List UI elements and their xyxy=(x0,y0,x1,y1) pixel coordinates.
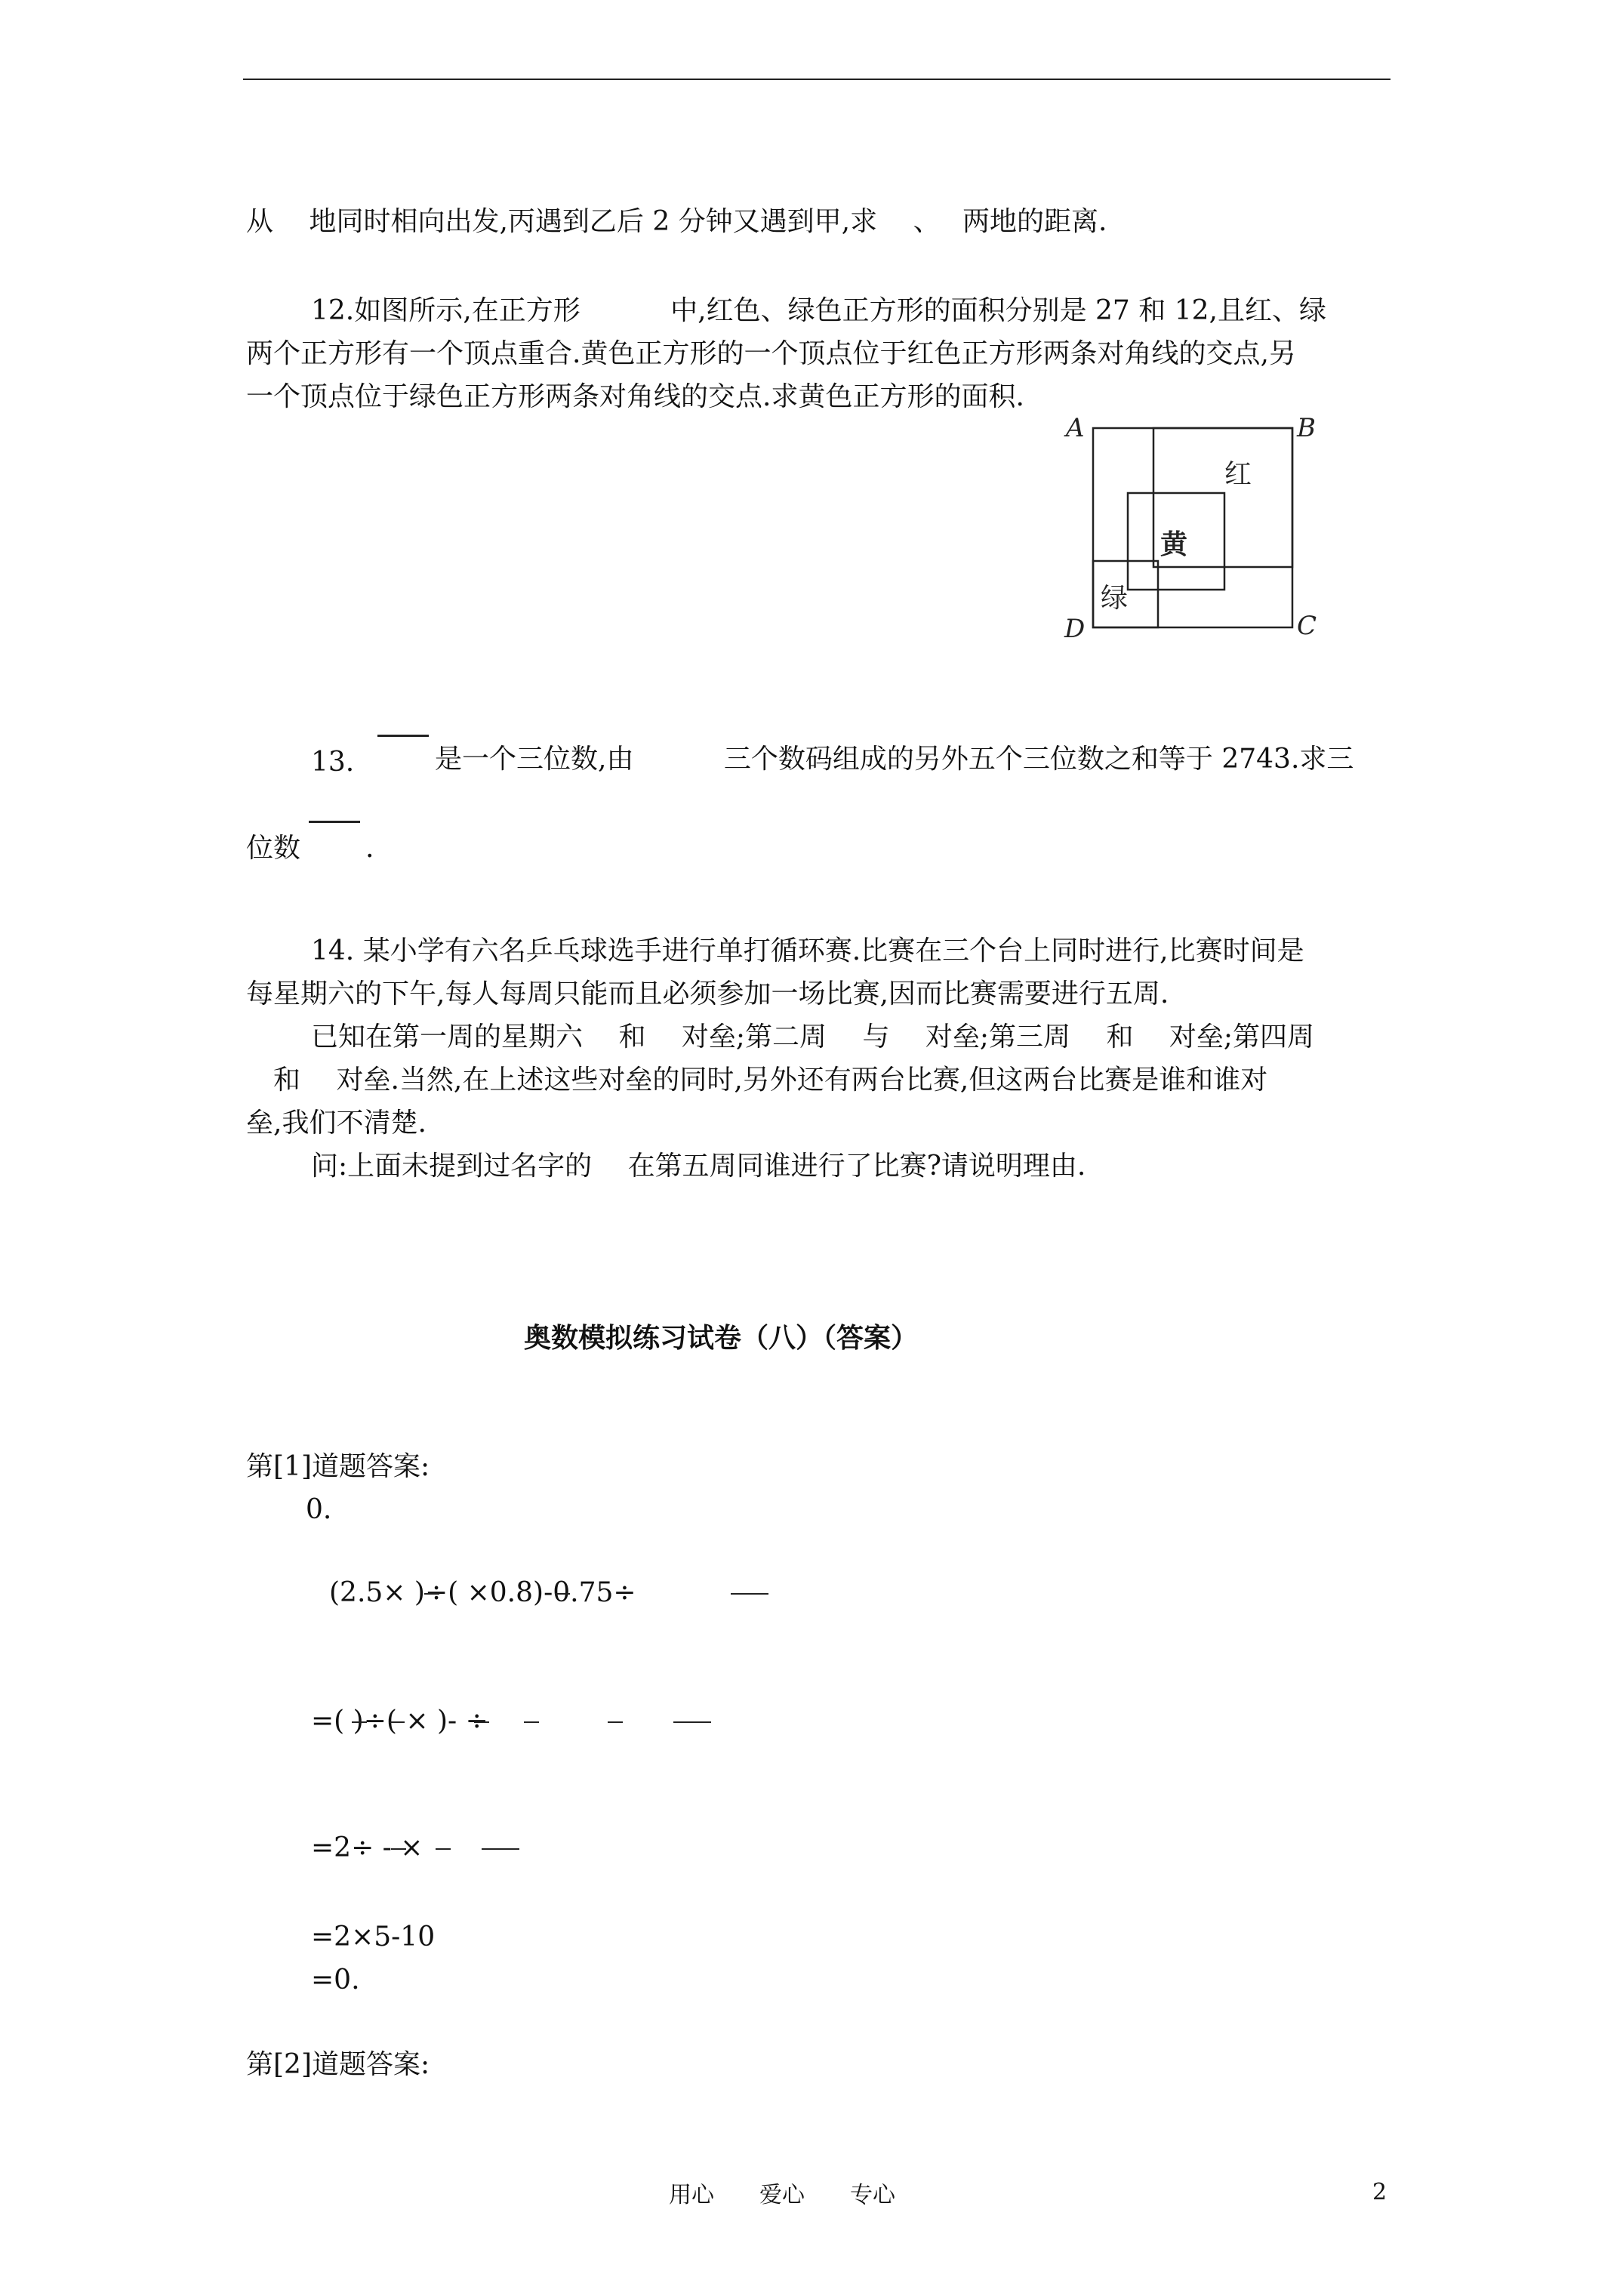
header-rule xyxy=(243,79,1390,80)
fraction-bar xyxy=(391,1848,406,1850)
fraction-bar xyxy=(424,1593,439,1595)
fraction-bar xyxy=(731,1593,768,1595)
answers-title: 奥数模拟练习试卷（八）（答案） xyxy=(524,1322,919,1354)
q12-line-3: 一个顶点位于绿色正方形两条对角线的交点.求黄色正方形的面积. xyxy=(246,381,1024,412)
q13-line-2b: . xyxy=(365,833,374,864)
fraction-bar xyxy=(390,1721,405,1723)
label-red: 红 xyxy=(1224,459,1252,490)
label-c: C xyxy=(1297,611,1317,641)
answer-1-step-5: =0. xyxy=(311,1965,360,1996)
answer-2-heading: 第[2]道题答案: xyxy=(246,2049,430,2080)
answer-1-step-2: =( )÷( × )- ÷ xyxy=(311,1706,488,1737)
label-a: A xyxy=(1066,413,1085,443)
fraction-bar xyxy=(673,1721,711,1723)
q13-overline-2 xyxy=(309,821,360,823)
answer-1-step-4: =2×5-10 xyxy=(311,1922,436,1952)
answer-1-result: 0. xyxy=(306,1494,332,1525)
fraction-bar xyxy=(436,1848,451,1850)
q14-line-6: 问:上面未提到过名字的 在第五周同谁进行了比赛?请说明理由. xyxy=(311,1151,1086,1182)
label-yellow: 黄 xyxy=(1160,529,1188,560)
answer-1-step-3: =2÷ - × xyxy=(311,1832,423,1863)
fraction-bar xyxy=(352,1721,367,1723)
footer-slogan: 用心 爱心 专心 xyxy=(669,2182,895,2208)
q14-line-3: 已知在第一周的星期六 和 对垒;第二周 与 对垒;第三周 和 对垒;第四周 xyxy=(311,1022,1315,1052)
label-green: 绿 xyxy=(1101,583,1129,614)
q13-line-2a: 位数 xyxy=(246,833,301,864)
q14-line-1: 14. 某小学有六名乒乓球选手进行单打循环赛.比赛在三个台上同时进行,比赛时间是 xyxy=(311,935,1304,966)
q13-line-1: 是一个三位数,由 三个数码组成的另外五个三位数之和等于 2743.求三 xyxy=(435,744,1354,775)
page-number: 2 xyxy=(1372,2179,1387,2205)
q14-line-4: 和 对垒.当然,在上述这些对垒的同时,另外还有两台比赛,但这两台比赛是谁和谁对 xyxy=(246,1065,1268,1096)
fraction-bar xyxy=(555,1593,570,1595)
square-diagram xyxy=(1057,408,1329,649)
q12-line-2: 两个正方形有一个顶点重合.黄色正方形的一个顶点位于红色正方形两条对角线的交点,另 xyxy=(246,338,1296,369)
answer-1-heading: 第[1]道题答案: xyxy=(246,1451,430,1482)
label-b: B xyxy=(1297,413,1316,443)
q13-overline-1 xyxy=(377,735,429,737)
q13-number: 13. xyxy=(311,747,355,778)
q11-line: 从 地同时相向出发,丙遇到乙后 2 分钟又遇到甲,求 、 两地的距离. xyxy=(246,206,1107,237)
fraction-bar xyxy=(524,1721,539,1723)
fraction-bar xyxy=(608,1721,623,1723)
q14-line-5: 垒,我们不清楚. xyxy=(246,1108,427,1139)
fraction-bar xyxy=(474,1721,489,1723)
fraction-bar xyxy=(482,1848,519,1850)
label-d: D xyxy=(1064,614,1086,644)
q14-line-2: 每星期六的下午,每人每周只能而且必须参加一场比赛,因而比赛需要进行五周. xyxy=(246,978,1169,1009)
q12-line-1: 12.如图所示,在正方形 中,红色、绿色正方形的面积分别是 27 和 12,且红、绿 xyxy=(311,295,1326,326)
answer-1-step-1: (2.5× )÷( ×0.8)-0.75÷ xyxy=(329,1577,636,1608)
